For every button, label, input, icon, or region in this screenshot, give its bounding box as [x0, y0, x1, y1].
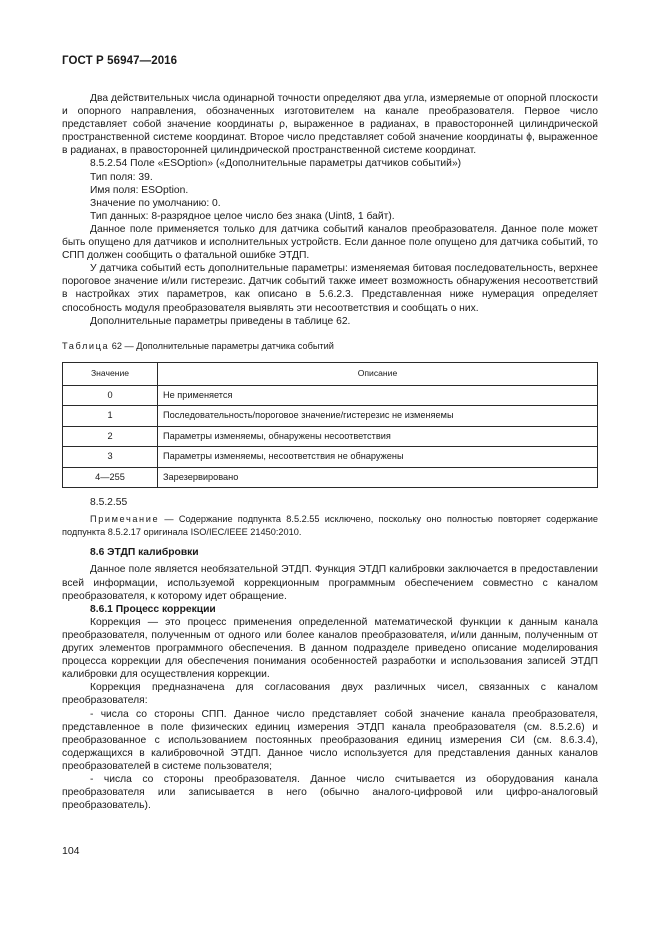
field-datatype: Тип данных: 8-разрядное целое число без знака (Uint8, 1 байт). — [90, 210, 395, 222]
table-row — [63, 467, 598, 488]
table-caption-text: 62 — Дополнительные параметры датчика событий — [109, 340, 334, 351]
field-type: Тип поля: 39. — [90, 171, 153, 183]
table-cell-description: Параметры изменяемы, обнаружены несоответствия — [158, 426, 598, 447]
paragraph-purpose: Коррекция предназначена для согласования двух различных чисел, связанных с каналом преобразователя: — [62, 682, 598, 707]
table-cell-description: Не применяется — [158, 385, 598, 406]
parameters-table — [62, 362, 598, 489]
list-item: - числа со стороны преобразователя. Данное число считывается из оборудования канала преобразователя или записывается в него (обычно аналого-цифровой или цифро-аналоговый преобразователь). — [62, 773, 598, 812]
field-default: Значение по умолчанию: 0. — [90, 197, 221, 209]
table-caption — [62, 340, 598, 353]
note-paragraph — [62, 513, 598, 538]
paragraph-usage: Данное поле применяется только для датчика событий каналов преобразователя. Данное поле может быть опущено для датчиков и исполнительных устройств. Если данное поле опущено для датчика событий, то СПП должен сообщить о фатальной ошибке ЭТДП. — [62, 223, 598, 262]
field-name: Имя поля: ESOption. — [90, 184, 189, 196]
table-header-value: Значение — [63, 362, 158, 385]
subsection-heading: 8.6.1 Процесс коррекции — [90, 603, 216, 615]
note-label: Примечание — [90, 514, 160, 525]
paragraph-table-ref: Дополнительные параметры приведены в таблице 62. — [90, 315, 351, 327]
table-cell-value: 3 — [63, 447, 158, 468]
table-cell-value: 1 — [63, 406, 158, 427]
page-header: ГОСТ Р 56947—2016 — [62, 55, 178, 67]
subsection-number: 8.5.2.55 — [90, 497, 128, 509]
table-cell-description: Параметры изменяемы, несоответствия не обнаружены — [158, 447, 598, 468]
paragraph-angles: Два действительных числа одинарной точности определяют два угла, измеряемые от опорной плоскости и опорного направления, обозначенных изготовителем на канале преобразователя. Первое число представляет собой значение координаты ρ, выраженное в радианах, в правосторонней цилиндрической пространственной системе координат. Второе число представляет собой значение координаты ϕ, выраженное в радианах, в правосторонней цилиндрической пространственной системе координат. — [62, 93, 598, 157]
page-content — [62, 92, 598, 812]
table-cell-value: 2 — [63, 426, 158, 447]
page-number: 104 — [62, 845, 80, 857]
table-header-row — [63, 362, 598, 385]
note-text: — Содержание подпункта 8.5.2.55 исключено, поскольку оно полностью повторяет содержание подпункта 8.5.2.17 оригинала ISO/IEC/IEEE 21450:2010. — [62, 514, 598, 537]
table-cell-description: Последовательность/пороговое значение/гистерезис не изменяемы — [158, 406, 598, 427]
section-heading: 8.6 ЭТДП калибровки — [90, 547, 199, 559]
section-intro: Данное поле является необязательной ЭТДП. Функция ЭТДП калибровки заключается в предоставлении всей информации, используемой коррекционным программным обеспечением совместно с каналом преобразователя, к которому идет обращение. — [62, 564, 598, 602]
table-caption-prefix: Таблица — [62, 340, 110, 351]
paragraph-correction: Коррекция — это процесс применения определенной математической функции к данным канала преобразователя, полученным от одного или более каналов преобразователя, и/или данным, полученным от других элементов программного обеспечения. В данном подразделе приведено описание моделирования процесса коррекции для обеспечения понимания особенностей разработки и использования записей ЭТДП калибровки для осуществления коррекции. — [62, 616, 598, 681]
table-cell-value: 0 — [63, 385, 158, 406]
paragraph-event-sensor: У датчика событий есть дополнительные параметры: изменяемая битовая последовательность, верхнее пороговое значение и/или гистерезис. Датчик событий также имеет возможность обнаружения несоответствий в настройках этих параметров, как описано в 5.6.2.3. Представленная ниже нумерация определяет способность модуля преобразователя выявлять эти несоответствия и сообщать о них. — [62, 263, 598, 314]
table-row — [63, 385, 598, 406]
list-item: - числа со стороны СПП. Данное число представляет собой значение канала преобразователя, представленное в поле физических единиц измерения ЭТДП канала преобразователя (см. 8.5.2.6) и преобразованное с использованием постоянных преобразования единиц измерения СИ (см. 8.6.3.4), содержащихся в калибровочной ЭТДП. Данное число используется для представления данных каналов преобразователей в системе пользователя; — [62, 708, 598, 772]
table-row — [63, 406, 598, 427]
table-cell-value: 4—255 — [63, 467, 158, 488]
field-heading: 8.5.2.54 Поле «ESOption» («Дополнительные параметры датчиков событий») — [90, 158, 462, 170]
table-header-description: Описание — [158, 362, 598, 385]
table-row — [63, 426, 598, 447]
table-row — [63, 447, 598, 468]
table-cell-description: Зарезервировано — [158, 467, 598, 488]
